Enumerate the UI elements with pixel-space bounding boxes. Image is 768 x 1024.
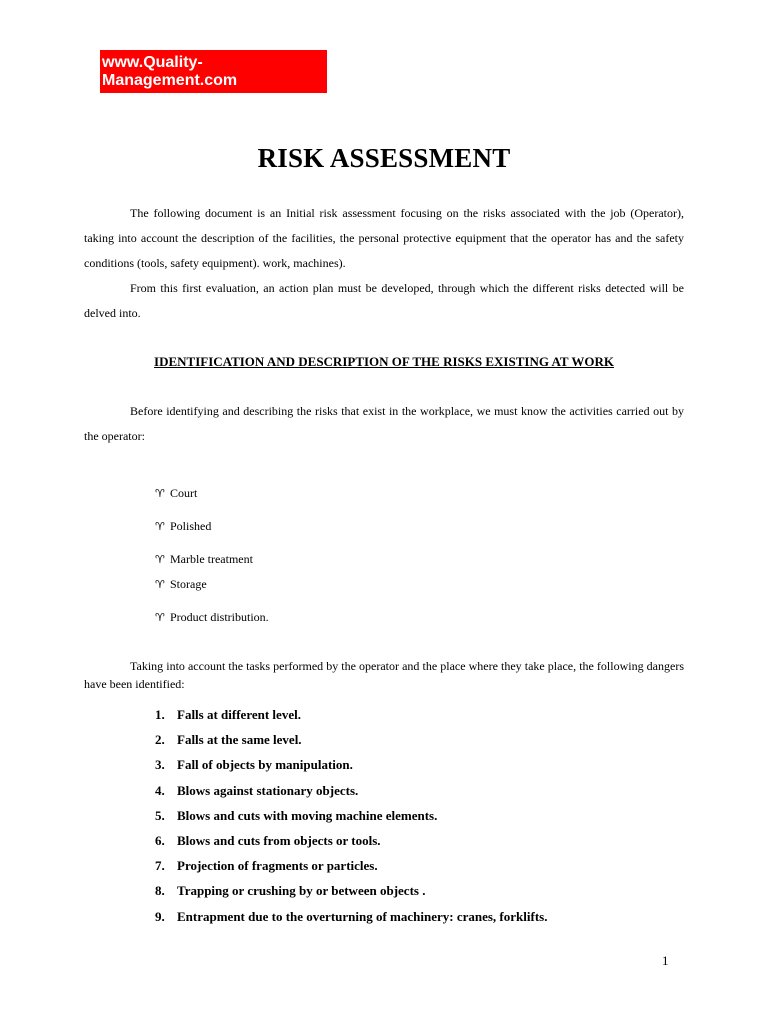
activity-label: Marble treatment [170, 552, 253, 566]
danger-number: 2. [155, 732, 165, 748]
danger-text: Falls at different level. [177, 707, 301, 722]
activity-item [155, 551, 253, 568]
dangers-list [155, 706, 547, 933]
danger-item [155, 882, 547, 907]
banner-line-1: www.Quality- [102, 54, 203, 71]
aries-bullet-icon: ♈ [155, 578, 165, 591]
danger-text: Blows and cuts with moving machine elements. [177, 807, 438, 823]
page-number: 1 [662, 953, 669, 968]
danger-item [155, 756, 547, 781]
activity-label: Court [170, 486, 198, 500]
activities-intro: Before identifying and describing the risks that exist in the workplace, we must know the activities carried out by the operator: [84, 404, 684, 443]
danger-item [155, 908, 547, 933]
danger-item [155, 782, 547, 807]
danger-text: Fall of objects by manipulation. [177, 757, 353, 773]
danger-number: 4. [155, 782, 165, 798]
intro-paragraph-2: From this first evaluation, an action plan must be developed, through which the different risks detected will be delved into. [84, 281, 684, 320]
banner-line-2: Management.com [102, 72, 238, 89]
activity-label: Polished [170, 519, 212, 533]
danger-number: 1. [155, 707, 165, 722]
danger-number: 6. [155, 832, 165, 848]
aries-bullet-icon: ♈ [155, 487, 165, 500]
danger-text: Trapping or crushing by or between objects . [177, 883, 426, 899]
danger-text: Projection of fragments or particles. [177, 858, 378, 874]
danger-item [155, 807, 547, 832]
danger-text: Blows against stationary objects. [177, 782, 359, 798]
danger-number: 9. [155, 908, 165, 924]
activity-item [155, 576, 207, 593]
danger-number: 5. [155, 807, 165, 823]
danger-item [155, 857, 547, 882]
danger-number: 3. [155, 757, 165, 773]
site-banner[interactable] [100, 50, 327, 93]
danger-number: 8. [155, 883, 165, 899]
activity-label: Product distribution. [170, 610, 269, 624]
danger-item [155, 731, 547, 756]
activity-item [155, 609, 269, 626]
danger-item [155, 832, 547, 857]
activity-item [155, 518, 211, 535]
aries-bullet-icon: ♈ [155, 553, 165, 566]
danger-item [155, 706, 547, 731]
document-title: RISK ASSESSMENT [257, 143, 511, 173]
danger-number: 7. [155, 858, 165, 874]
activity-item [155, 485, 197, 502]
danger-text: Falls at the same level. [177, 732, 302, 748]
activity-label: Storage [170, 577, 207, 591]
intro-paragraph-1: The following document is an Initial risk assessment focusing on the risks associated with the job (Operator), taking into account the description of the facilities, the personal protective equipment that the operator has and the safety conditions (tools, safety equipment). work, machines). [84, 206, 684, 270]
aries-bullet-icon: ♈ [155, 520, 165, 533]
dangers-intro: Taking into account the tasks performed by the operator and the place where they take place, the following dangers have been identified: [84, 659, 684, 691]
section-heading: IDENTIFICATION AND DESCRIPTION OF THE RISKS EXISTING AT WORK [154, 354, 614, 369]
danger-text: Entrapment due to the overturning of machinery: cranes, forklifts. [177, 908, 548, 924]
danger-text: Blows and cuts from objects or tools. [177, 832, 381, 848]
aries-bullet-icon: ♈ [155, 611, 165, 624]
